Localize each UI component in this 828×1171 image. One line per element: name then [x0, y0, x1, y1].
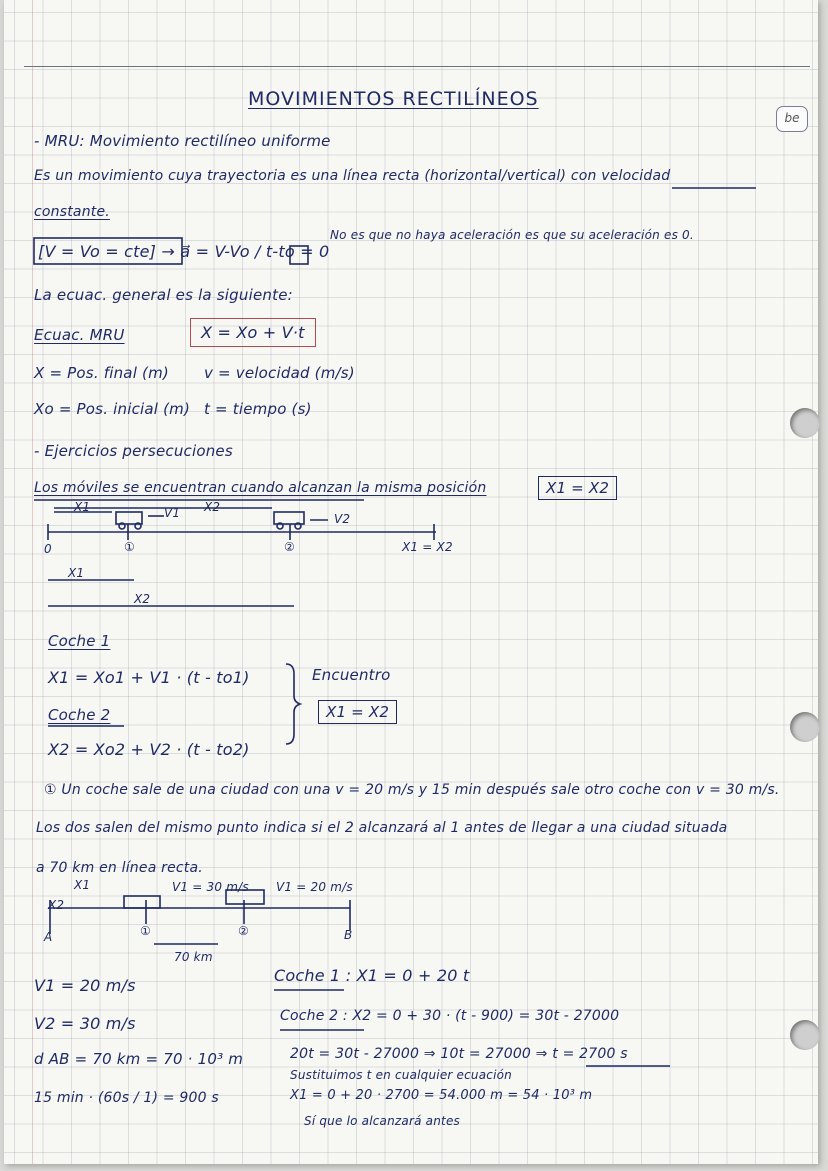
data-time: 15 min · (60s / 1) = 900 s: [34, 1090, 219, 1106]
problem-line-1: ① Un coche sale de una ciudad con una v = 20 m/s y 15 min después sale otro coche con v = 30 m/s.: [44, 782, 780, 798]
diagram1-point-1: ①: [124, 540, 135, 554]
diagram1-point-2: ②: [284, 540, 295, 554]
car2-equation: X2 = Xo2 + V2 · (t - to2): [48, 740, 250, 759]
diagram2-point-a: A: [44, 930, 53, 944]
mru-formula: [V = Vo = cte] → a⃗ = V-Vo / t-to = 0: [38, 242, 330, 261]
solution-car2: Coche 2 : X2 = 0 + 30 · (t - 900) = 30t - 27000: [280, 1008, 620, 1024]
diagram2-point-b: B: [344, 928, 353, 942]
solution-car1: Coche 1 : X1 = 0 + 20 t: [274, 966, 470, 985]
car-2-problem: [124, 896, 160, 908]
diagram2-x1-label: X1: [74, 878, 91, 892]
diagram1-x2-bar-label: X2: [134, 592, 151, 606]
diagram1-v2-label: V2: [334, 512, 351, 526]
diagram1-x1-bar-label: X1: [68, 566, 85, 580]
data-v2: V2 = 30 m/s: [34, 1014, 136, 1033]
diagram1-origin: 0: [44, 542, 52, 556]
var-x: X = Pos. final (m): [34, 364, 169, 382]
brand-logo: be: [776, 106, 808, 132]
diagram2-distance: 70 km: [174, 950, 213, 964]
car1-equation: X1 = Xo1 + V1 · (t - to1): [48, 668, 250, 687]
persecuciones-heading: - Ejercicios persecuciones: [34, 442, 233, 460]
diagram2-v2-label: V1 = 30 m/s: [172, 880, 249, 894]
condition-box: X1 = X2: [538, 476, 617, 500]
mru-equation-label: Ecuac. MRU: [34, 326, 125, 344]
car1-label: Coche 1: [48, 632, 111, 650]
encuentro-label: Encuentro: [312, 666, 391, 684]
data-v1: V1 = 20 m/s: [34, 976, 136, 995]
diagram1-x1-label: X1: [74, 500, 91, 514]
mru-definition-1: Es un movimiento cuya trayectoria es una línea recta (horizontal/vertical) con velocidad: [34, 168, 671, 184]
diagram2-point-1: ①: [140, 924, 151, 938]
mru-equation-box: X = Xo + V·t: [190, 318, 316, 347]
var-xo: Xo = Pos. inicial (m): [34, 400, 191, 418]
zero-box: [290, 246, 308, 264]
solution-x: X1 = 0 + 20 · 2700 = 54.000 m = 54 · 10³ m: [290, 1088, 593, 1103]
data-distance: d AB = 70 km = 70 · 10³ m: [34, 1050, 244, 1068]
solution-equation: 20t = 30t - 27000 ⇒ 10t = 27000 ⇒ t = 2700 s: [290, 1046, 628, 1062]
car-1: [116, 512, 142, 524]
mru-definition-2: constante.: [34, 204, 110, 220]
sketch-layer: [4, 0, 818, 1164]
notebook-page: [4, 0, 818, 1164]
diagram2-v1-label: V1 = 20 m/s: [276, 880, 353, 894]
diagram2-x2-label: X2: [48, 898, 65, 912]
var-v: v = velocidad (m/s): [204, 364, 355, 382]
mru-note: No es que no haya aceleración es que su aceleración es 0.: [330, 228, 694, 242]
mru-heading: - MRU: Movimiento rectilíneo uniforme: [34, 132, 331, 150]
general-equation-text: La ecuac. general es la siguiente:: [34, 286, 293, 304]
car-1-problem: [226, 890, 264, 904]
solution-substitute: Sustituimos t en cualquier ecuación: [290, 1068, 512, 1082]
solution-conclusion: Sí que lo alcanzará antes: [304, 1114, 460, 1128]
problem-line-2: Los dos salen del mismo punto indica si el 2 alcanzará al 1 antes de llegar a una ciudad situada: [36, 820, 728, 836]
diagram2-point-2: ②: [238, 924, 249, 938]
diagram1-meet: X1 = X2: [402, 540, 453, 554]
brace: [286, 664, 300, 744]
car-2: [274, 512, 304, 524]
formula-bracket-box: [34, 238, 182, 264]
car2-label: Coche 2: [48, 706, 111, 724]
page-title: MOVIMIENTOS RECTILÍNEOS: [248, 88, 539, 110]
diagram1-v1-label: V1: [164, 506, 181, 520]
persecuciones-statement: Los móviles se encuentran cuando alcanzan la misma posición: [34, 480, 487, 496]
diagram1-x2-label: X2: [204, 500, 221, 514]
var-t: t = tiempo (s): [204, 400, 312, 418]
encuentro-box: X1 = X2: [318, 700, 397, 724]
problem-line-3: a 70 km en línea recta.: [36, 860, 203, 876]
